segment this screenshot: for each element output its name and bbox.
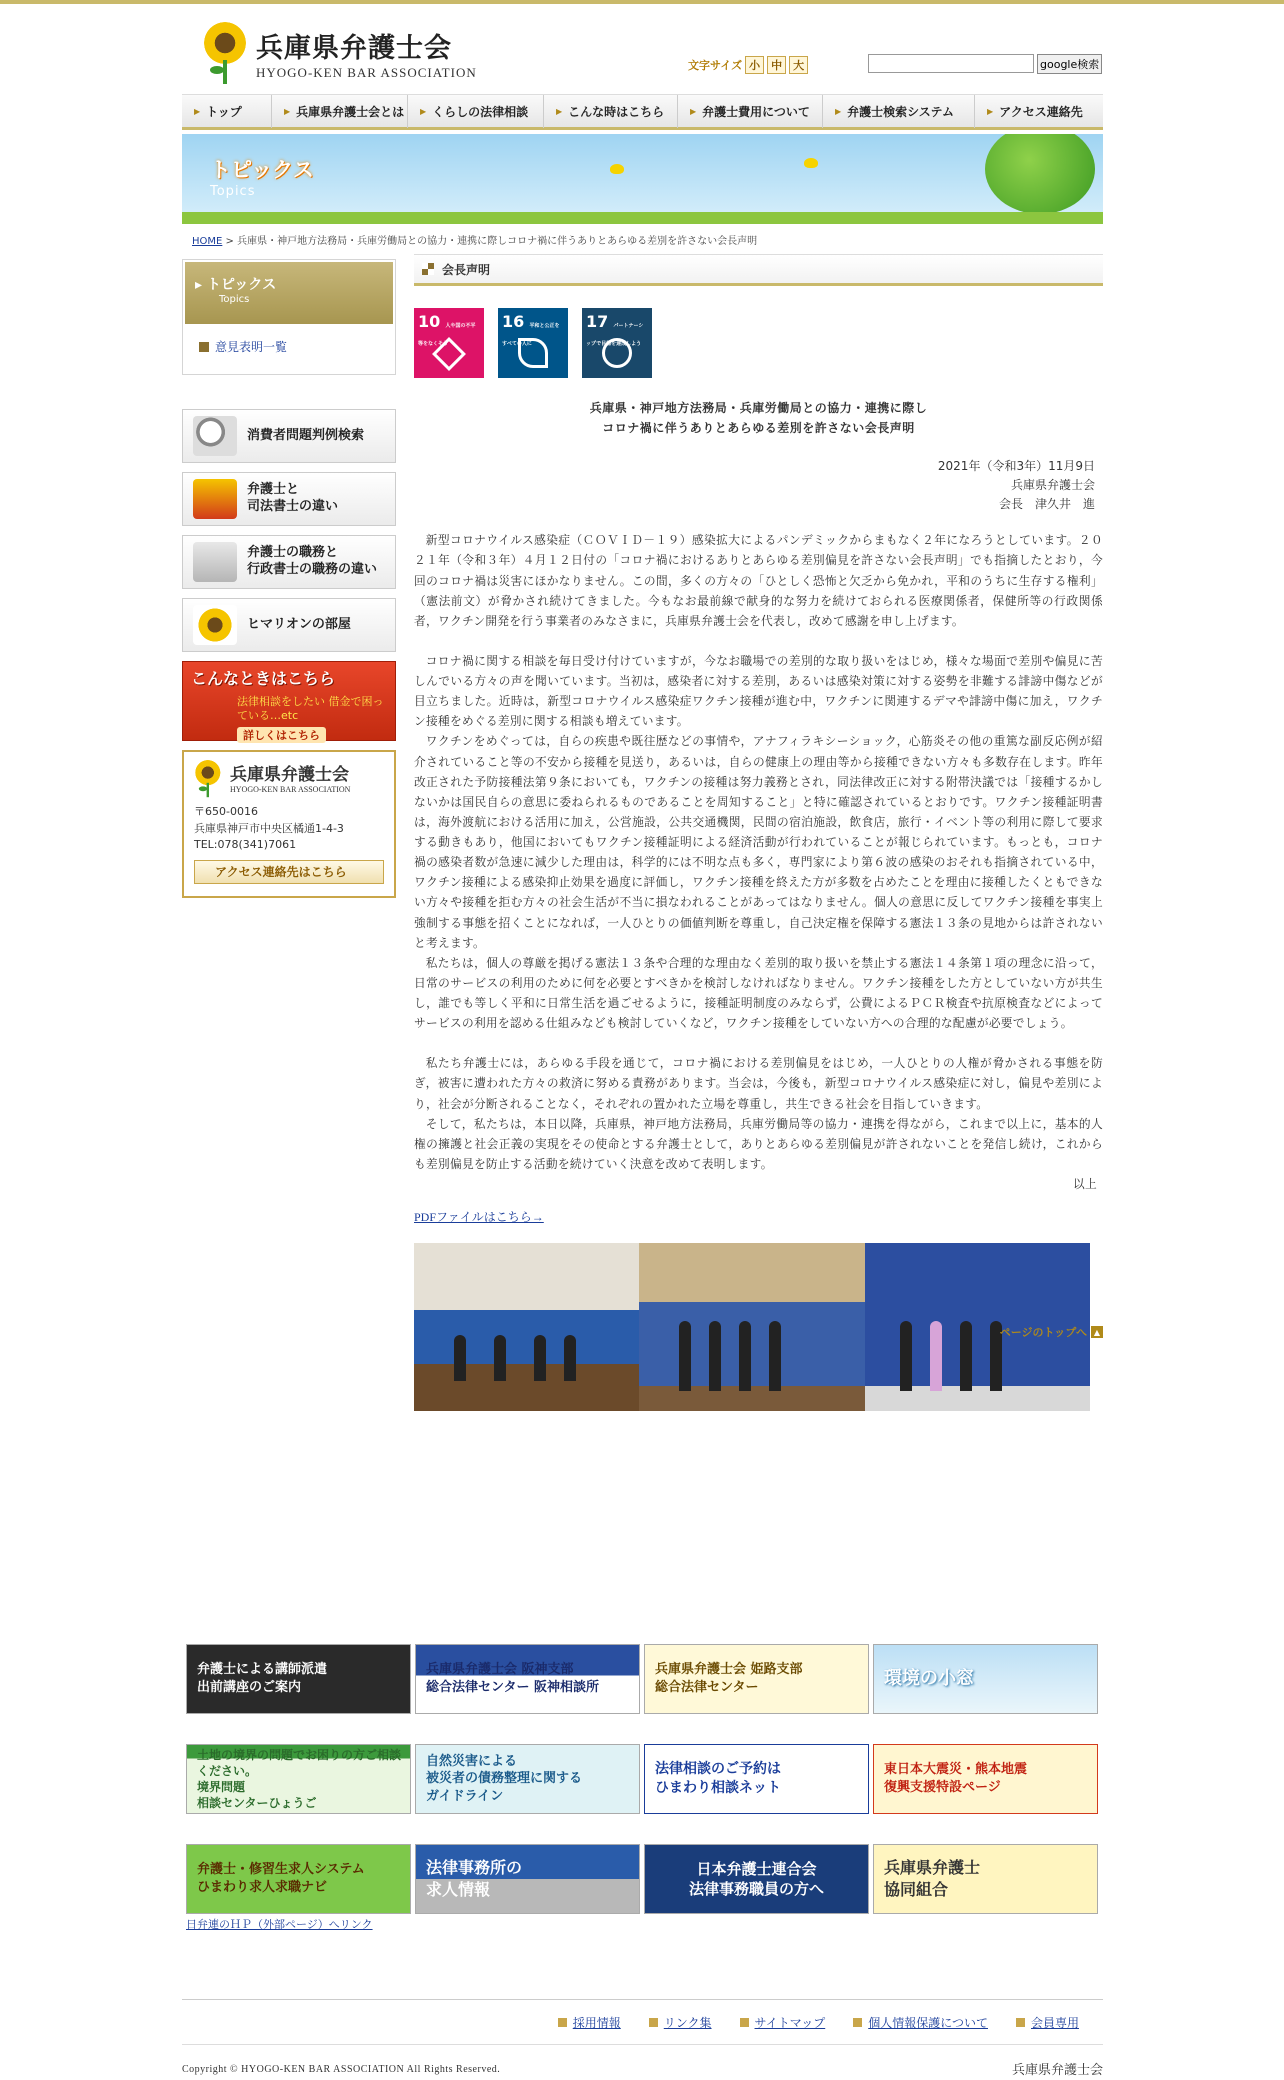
page-banner <box>182 134 1103 224</box>
himarion-mascot-icon <box>202 22 248 84</box>
footer-link-sitemap[interactable]: サイトマップ <box>740 2014 826 2031</box>
banner-title: トピックス <box>210 158 314 182</box>
banner-himawari-soudan-net[interactable]: 法律相談のご予約は ひまわり相談ネット <box>644 1744 869 1814</box>
search-form <box>868 54 1102 74</box>
arrow-icon: ▶ <box>556 107 563 116</box>
closing-mark: 以上 <box>1073 1177 1097 1192</box>
google-search-button[interactable]: google検索 <box>1037 54 1102 74</box>
logo-title: 兵庫県弁護士会 <box>256 32 452 64</box>
statement-meta <box>414 457 1103 515</box>
section-header <box>414 254 1103 286</box>
nav-item-access[interactable]: ▶ アクセス連絡先 <box>987 105 1083 119</box>
business-card-icon <box>193 542 237 582</box>
nav-item-about[interactable]: ▶ 兵庫県弁護士会とは <box>272 95 408 128</box>
contact-org-name: 兵庫県弁護士会 <box>230 765 349 785</box>
himarion-room-button[interactable]: ヒマリオンの部屋 <box>182 598 396 652</box>
bullet-icon <box>649 2018 658 2027</box>
banner-himawari-job-navi[interactable]: 弁護士・修習生求人システム ひまわり求人求職ナビ <box>186 1844 411 1914</box>
bullet-icon <box>558 2018 567 2027</box>
nav-item-situations[interactable]: ▶ こんな時はこちら <box>544 95 678 128</box>
lawyer-vs-administrative-scrivener-button[interactable]: 弁護士の職務と 行政書士の職務の違い <box>182 535 396 589</box>
access-contact-button[interactable]: アクセス連絡先はこちら <box>194 860 384 884</box>
statement-date: 2021年（令和3年）11月9日 <box>937 458 1095 473</box>
banner-lecture-dispatch[interactable]: 弁護士による講師派遣 出前講座のご案内 <box>186 1644 411 1714</box>
topics-box <box>182 259 396 375</box>
nav-item-lawyer-search[interactable]: ▶ 弁護士検索システム <box>823 95 975 128</box>
grid-icon <box>422 263 434 275</box>
arrow-icon: ▸ <box>195 277 207 293</box>
situations-banner-text: 法律相談をしたい 借金で困っている…etc <box>237 695 384 723</box>
arrow-icon: ▶ <box>987 107 994 116</box>
lawyer-badge-icon <box>193 479 237 519</box>
arrow-icon: ▶ <box>835 107 842 116</box>
sdg-16-icon: 16 平和と公正をすべての人に <box>498 308 568 378</box>
grass-decoration <box>182 212 1103 224</box>
consumer-case-search-button[interactable]: 消費者問題判例検索 <box>182 409 396 463</box>
banner-law-office-jobs[interactable]: 法律事務所の 求人情報 <box>415 1844 640 1914</box>
lawyer-vs-scrivener-button[interactable]: 弁護士と 司法書士の違い <box>182 472 396 526</box>
paragraph: 新型コロナウイルス感染症（ＣＯＶＩＤ－１９）感染拡大によるパンデミックからまもなく２年になろうとしています。２０２１年（令和３年）４月１２日付の「コロナ禍におけるありとあらゆる差別偏見を許さない会長声明」でも指摘したとおり，今回のコロナ禍は災害にほかなりません。この間，多くの方々の「ひとしく恐怖と欠乏から免かれ，平和のうちに生存する権利」（憲法前文）が脅かされ続けてきました。今もなお最前線で献身的な努力を続けておられる医療関係者，保健所等の行政関係者，ワクチン開発を行う事業者のみなさまに，兵庫県弁護士会を代表し，改めて感謝を申し上げます。 <box>414 533 1103 628</box>
situations-banner[interactable] <box>182 661 396 741</box>
main-content <box>414 254 1103 1411</box>
nav-item-fees[interactable]: ▶ 弁護士費用について <box>678 95 823 128</box>
banner-boundary-center[interactable]: 土地の境界の問題でお困りの方ご相談ください。 境界問題 相談センターひょうご <box>186 1744 411 1814</box>
footer-org-name: 兵庫県弁護士会 <box>1011 2063 1103 2078</box>
footer-link-links[interactable]: リンク集 <box>649 2014 712 2031</box>
copyright: Copyright © HYOGO-KEN BAR ASSOCIATION All Rights Reserved. <box>182 2064 501 2075</box>
statement-title: 兵庫県・神戸地方法務局・兵庫労働局との協力・連携に際し コロナ禍に伴うありとあらゆる差別を許さない会長声明 <box>589 401 928 436</box>
arrow-icon: ▶ <box>284 107 291 116</box>
bullet-icon <box>740 2018 749 2027</box>
link-banners <box>186 1644 1102 1944</box>
arrow-icon: ▶ <box>420 107 427 116</box>
footer-link-members[interactable]: 会員専用 <box>1016 2014 1079 2031</box>
banner-environment[interactable]: 環境の小窓 <box>873 1644 1098 1714</box>
bullet-icon <box>1016 2018 1025 2027</box>
search-input[interactable] <box>868 54 1034 73</box>
banner-earthquake-support[interactable]: 東日本大震災・熊本地震 復興支援特設ページ <box>873 1744 1098 1814</box>
jfba-external-link[interactable]: 日弁連のＨＰ（外部ページ）へリンク <box>186 1918 373 1931</box>
font-size-label: 文字サイズ <box>688 59 743 72</box>
contact-box <box>182 750 396 898</box>
nav-item-consultation[interactable]: ▶ くらしの法律相談 <box>408 95 544 128</box>
banner-disaster-guideline[interactable]: 自然災害による 被災者の債務整理に関する ガイドライン <box>415 1744 640 1814</box>
opinion-list-link[interactable]: 意見表明一覧 <box>185 338 393 355</box>
bullet-icon <box>853 2018 862 2027</box>
statement-body <box>414 530 1103 1194</box>
statement-president: 会長 津久井 進 <box>998 497 1095 512</box>
arrow-icon: ▶ <box>194 107 201 116</box>
statement-org: 兵庫県弁護士会 <box>1010 477 1095 492</box>
banner-subtitle: Topics <box>210 184 256 199</box>
footer-links <box>182 1999 1103 2031</box>
font-size-control <box>688 56 808 74</box>
photo-conference-table <box>414 1243 639 1411</box>
contact-address <box>194 804 384 854</box>
sdg-17-icon: 17 パートナーシップで目標を達成しよう <box>582 308 652 378</box>
pdf-link[interactable]: PDFファイルはこちら→ <box>414 1210 544 1225</box>
contact-zip: 〒650-0016 <box>194 805 258 818</box>
bird-icon <box>610 164 624 174</box>
paragraph: 私たちは，個人の尊厳を掲げる憲法１３条や合理的な理由なく差別的取り扱いを禁止する憲法１４条第１項の理念に沿って，日常のサービスの利用のために何を必要とすべきかを検討しなければなりません。ワクチン接種をした方としていない方が共生し，誰でも等しく平和に日常生活を過ごせるように，接種証明制度のみならず，公費によるＰＣＲ検査や抗原検査などによってサービスの利用を認める仕組みなども検討していくなど，ワクチン接種をしていない方への合理的な配慮が必要でしょう。 <box>414 955 1103 1031</box>
tree-icon <box>985 134 1095 214</box>
page-top-link[interactable]: ページのトップへ ▲ <box>1000 1324 1103 1340</box>
font-size-large-button[interactable]: 大 <box>789 56 808 74</box>
site-logo[interactable] <box>202 18 477 88</box>
sdg-icons <box>414 308 1103 378</box>
footer-link-privacy[interactable]: 個人情報保護について <box>853 2014 988 2031</box>
breadcrumb <box>192 232 757 247</box>
himarion-mascot-icon <box>194 760 222 797</box>
photo-group-standing <box>639 1243 864 1411</box>
topics-header[interactable] <box>185 262 393 324</box>
topics-subtitle: Topics <box>219 294 250 305</box>
logo-subtitle: HYOGO-KEN BAR ASSOCIATION <box>256 64 477 80</box>
sdg-10-icon: 10 人や国の不平等をなくそう <box>414 308 484 378</box>
font-size-medium-button[interactable]: 中 <box>767 56 786 74</box>
paragraph: ワクチンをめぐっては，自らの疾患や既往歴などの事情や，アナフィラキシーショック，心筋炎その他の重篤な副反応例が紹介されていること等の不安から接種を見送り，あるいは，自らの健康上の理由等から接種できない方々も多数存在します。昨年改正された予防接種法第９条においても，ワクチンの接種は努力義務とされ，同法律改正に対する附帯決議では「接種するかしないかは国民自らの意思に委ねられるものであることを周知すること」と特に確認されているとおりです。ワクチン接種証明書は，海外渡航における活用に加え，公営施設，公共交通機関，民間の宿泊施設，飲食店，旅行・イベント等の利用に際して要求する動きもあり，他国においてもワクチン接種証明による経済活動が行われていることが報じられています。もっとも，コロナ禍の感染者数が急速に減少した理由は，科学的には不明な点も多く，専門家により第６波の感染のおそれも指摘されている中，ワクチン接種による感染抑止効果を過度に評価し，ワクチン接種を終えた方が多数を占めたことを理由に接種したくともできない方々や接種を拒む方々の社会生活が不当に損なわれることがあってはなりません。個人の意思に反してワクチン接種を事実上強制する事態を招くことになれば，一人ひとりの価値判断を尊重し，自己決定権を保障する憲法１３条の見地からは許されないと考えます。 <box>414 734 1103 950</box>
banner-himeji-branch[interactable]: 兵庫県弁護士会 姫路支部 総合法律センター <box>644 1644 869 1714</box>
topics-title: ▸ トピックス <box>195 277 277 293</box>
signing-photos <box>414 1243 1090 1411</box>
paragraph: そして，私たちは，本日以降，兵庫県，神戸地方法務局，兵庫労働局等の協力・連携を得ながら，これまで以上に，基本的人権の擁護と社会正義の実現をその使命とする弁護士として，ありとあらゆる差別偏見が許されないことを発信し続け，これからも差別偏見を防止する活動を続けていく決意を改めて表明します。 <box>414 1116 1103 1171</box>
global-nav <box>182 94 1103 130</box>
bullet-icon <box>199 342 209 352</box>
sunflower-icon <box>193 605 237 645</box>
breadcrumb-current: > 兵庫県・神戸地方法務局・兵庫労働局との協力・連携に際しコロナ禍に伴うありとあらゆる差別を許さない会長声明 <box>222 236 758 247</box>
paragraph: コロナ禍に関する相談を毎日受け付けていますが，今なお職場での差別的な取り扱いをはじめ，様々な場面で差別や偏見に苦しんでいる方々の声を聞いています。当初は，感染者に対する差別，あるいは感染対策に対する姿勢を非難する誹謗中傷などが目立ちました。近時は，新型コロナウイルス感染症ワクチン接種が進む中，ワクチンに関連するデマや誹謗中傷に加え，ワクチン接種をめぐる差別に関する相談も増えています。 <box>414 653 1103 729</box>
situations-detail-button[interactable]: 詳しくはこちら <box>237 727 326 743</box>
breadcrumb-home-link[interactable]: HOME <box>192 236 223 247</box>
sidebar <box>182 259 396 375</box>
banner-cooperative[interactable]: 兵庫県弁護士 協同組合 <box>873 1844 1098 1914</box>
banner-jfba-staff[interactable]: 日本弁護士連合会 法律事務職員の方へ <box>644 1844 869 1914</box>
arrow-icon: ▶ <box>690 107 697 116</box>
situations-banner-title: こんなときはこちら <box>191 669 336 688</box>
arrow-up-icon: ▲ <box>1091 1326 1103 1338</box>
section-title: 会長声明 <box>442 262 491 277</box>
contact-tel: TEL:078(341)7061 <box>194 838 297 851</box>
nav-item-top[interactable]: ▶ トップ <box>182 95 272 128</box>
contact-org-en: HYOGO-KEN BAR ASSOCIATION <box>230 785 351 794</box>
bird-icon <box>804 158 818 168</box>
footer-link-recruit[interactable]: 採用情報 <box>558 2014 621 2031</box>
contact-street: 兵庫県神戸市中央区橘通1-4-3 <box>194 821 344 835</box>
font-size-small-button[interactable]: 小 <box>745 56 764 74</box>
banner-hanshin-branch[interactable]: 兵庫県弁護士会 阪神支部 総合法律センター 阪神相談所 <box>415 1644 640 1714</box>
magnifier-icon <box>193 416 237 456</box>
paragraph: 私たち弁護士には，あらゆる手段を通じて，コロナ禍における差別偏見をはじめ，一人ひとりの人権が脅かされる事態を防ぎ，被害に遭われた方々の救済に努める責務があります。当会は，今後も，新型コロナウイルス感染症に対し，偏見や差別により，社会が分断されることなく，それぞれの置かれた立場を尊重し，共生できる社会を目指していきます。 <box>414 1056 1103 1111</box>
